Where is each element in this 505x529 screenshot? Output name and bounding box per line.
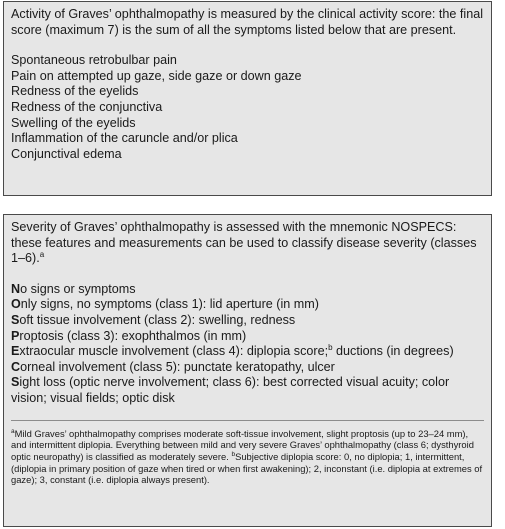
class-description: nly signs, no symptoms (class 1): lid aperture (in mm): [20, 297, 319, 312]
mnemonic-letter: N: [11, 281, 21, 296]
class-description: oft tissue involvement (class 2): swelling, redness: [19, 312, 296, 327]
class-description: o signs or symptoms: [20, 281, 136, 296]
footnote-a-text: Mild Graves’ ophthalmopathy comprises moderate soft-tissue involvement, slight proptosis (up to 23–24 mm), and intermittent diplopia. Everything between mild and very severe Graves’ ophthalmopathy (class 6; dysthyroid optic neuropathy) is classified as moderately severe.: [11, 427, 474, 462]
mnemonic-letter: O: [11, 297, 21, 312]
nospecs-class-e: [11, 344, 484, 360]
class-description-cont: ductions (in degrees): [332, 344, 454, 359]
symptom-list: [11, 53, 484, 162]
symptom-item: Inflammation of the caruncle and/or plica: [11, 131, 238, 146]
clinical-activity-intro: Activity of Graves’ ophthalmopathy is measured by the clinical activity score: the final score (maximum 7) is the sum of all the symptoms listed below that are present.: [11, 7, 484, 37]
footnote-ref-b: b: [328, 343, 333, 353]
mnemonic-letter: E: [11, 344, 20, 359]
symptom-item: Redness of the eyelids: [11, 84, 139, 99]
mnemonic-letter: P: [11, 328, 20, 343]
mnemonic-letter: S: [11, 375, 20, 390]
footnote-marker-a: a: [11, 427, 15, 435]
nospecs-class-o: [11, 297, 484, 313]
nospecs-class-p: [11, 329, 484, 345]
mnemonic-letter: S: [11, 312, 20, 327]
class-description: orneal involvement (class 5): punctate keratopathy, ulcer: [20, 359, 335, 374]
symptom-item: Swelling of the eyelids: [11, 115, 136, 130]
nospecs-intro-text: Severity of Graves’ ophthalmopathy is assessed with the mnemonic NOSPECS: these features and measurements can be used to classify disease severity (classes 1–6).: [11, 220, 477, 266]
mnemonic-letter: C: [11, 359, 21, 374]
class-description: ight loss (optic nerve involvement; class 6): best corrected visual acuity; color vision; visual fields; optic disk: [11, 375, 450, 405]
footnote-b-text: Subjective diplopia score: 0, no diplopia; 1, intermittent, (diplopia in primary position of gaze when tired or when first awakening); 2, inconstant (i.e. diplopia at extremes of gaze); 3, constant (i.e. diplopia always present).: [11, 450, 483, 486]
nospecs-class-n: [11, 282, 484, 298]
symptom-item: Spontaneous retrobulbar pain: [11, 53, 177, 68]
nospecs-intro: [11, 220, 484, 267]
nospecs-class-s2: [11, 375, 484, 406]
symptom-item: Conjunctival edema: [11, 146, 122, 161]
class-description: roptosis (class 3): exophthalmos (in mm): [19, 328, 247, 343]
nospecs-class-c: [11, 360, 484, 376]
nospecs-class-s: [11, 313, 484, 329]
clinical-activity-score-box: [3, 1, 492, 196]
nospecs-class-list: [11, 282, 484, 407]
footnote-ref-a: a: [39, 250, 45, 260]
class-description: xtraocular muscle involvement (class 4): diplopia score;: [19, 344, 329, 359]
footnote-marker-b: b: [231, 450, 236, 458]
symptom-item: Pain on attempted up gaze, side gaze or down gaze: [11, 68, 302, 83]
footnote-a: [11, 428, 484, 487]
footnotes: [11, 420, 484, 487]
nospecs-severity-box: [3, 214, 492, 527]
symptom-item: Redness of the conjunctiva: [11, 99, 163, 114]
